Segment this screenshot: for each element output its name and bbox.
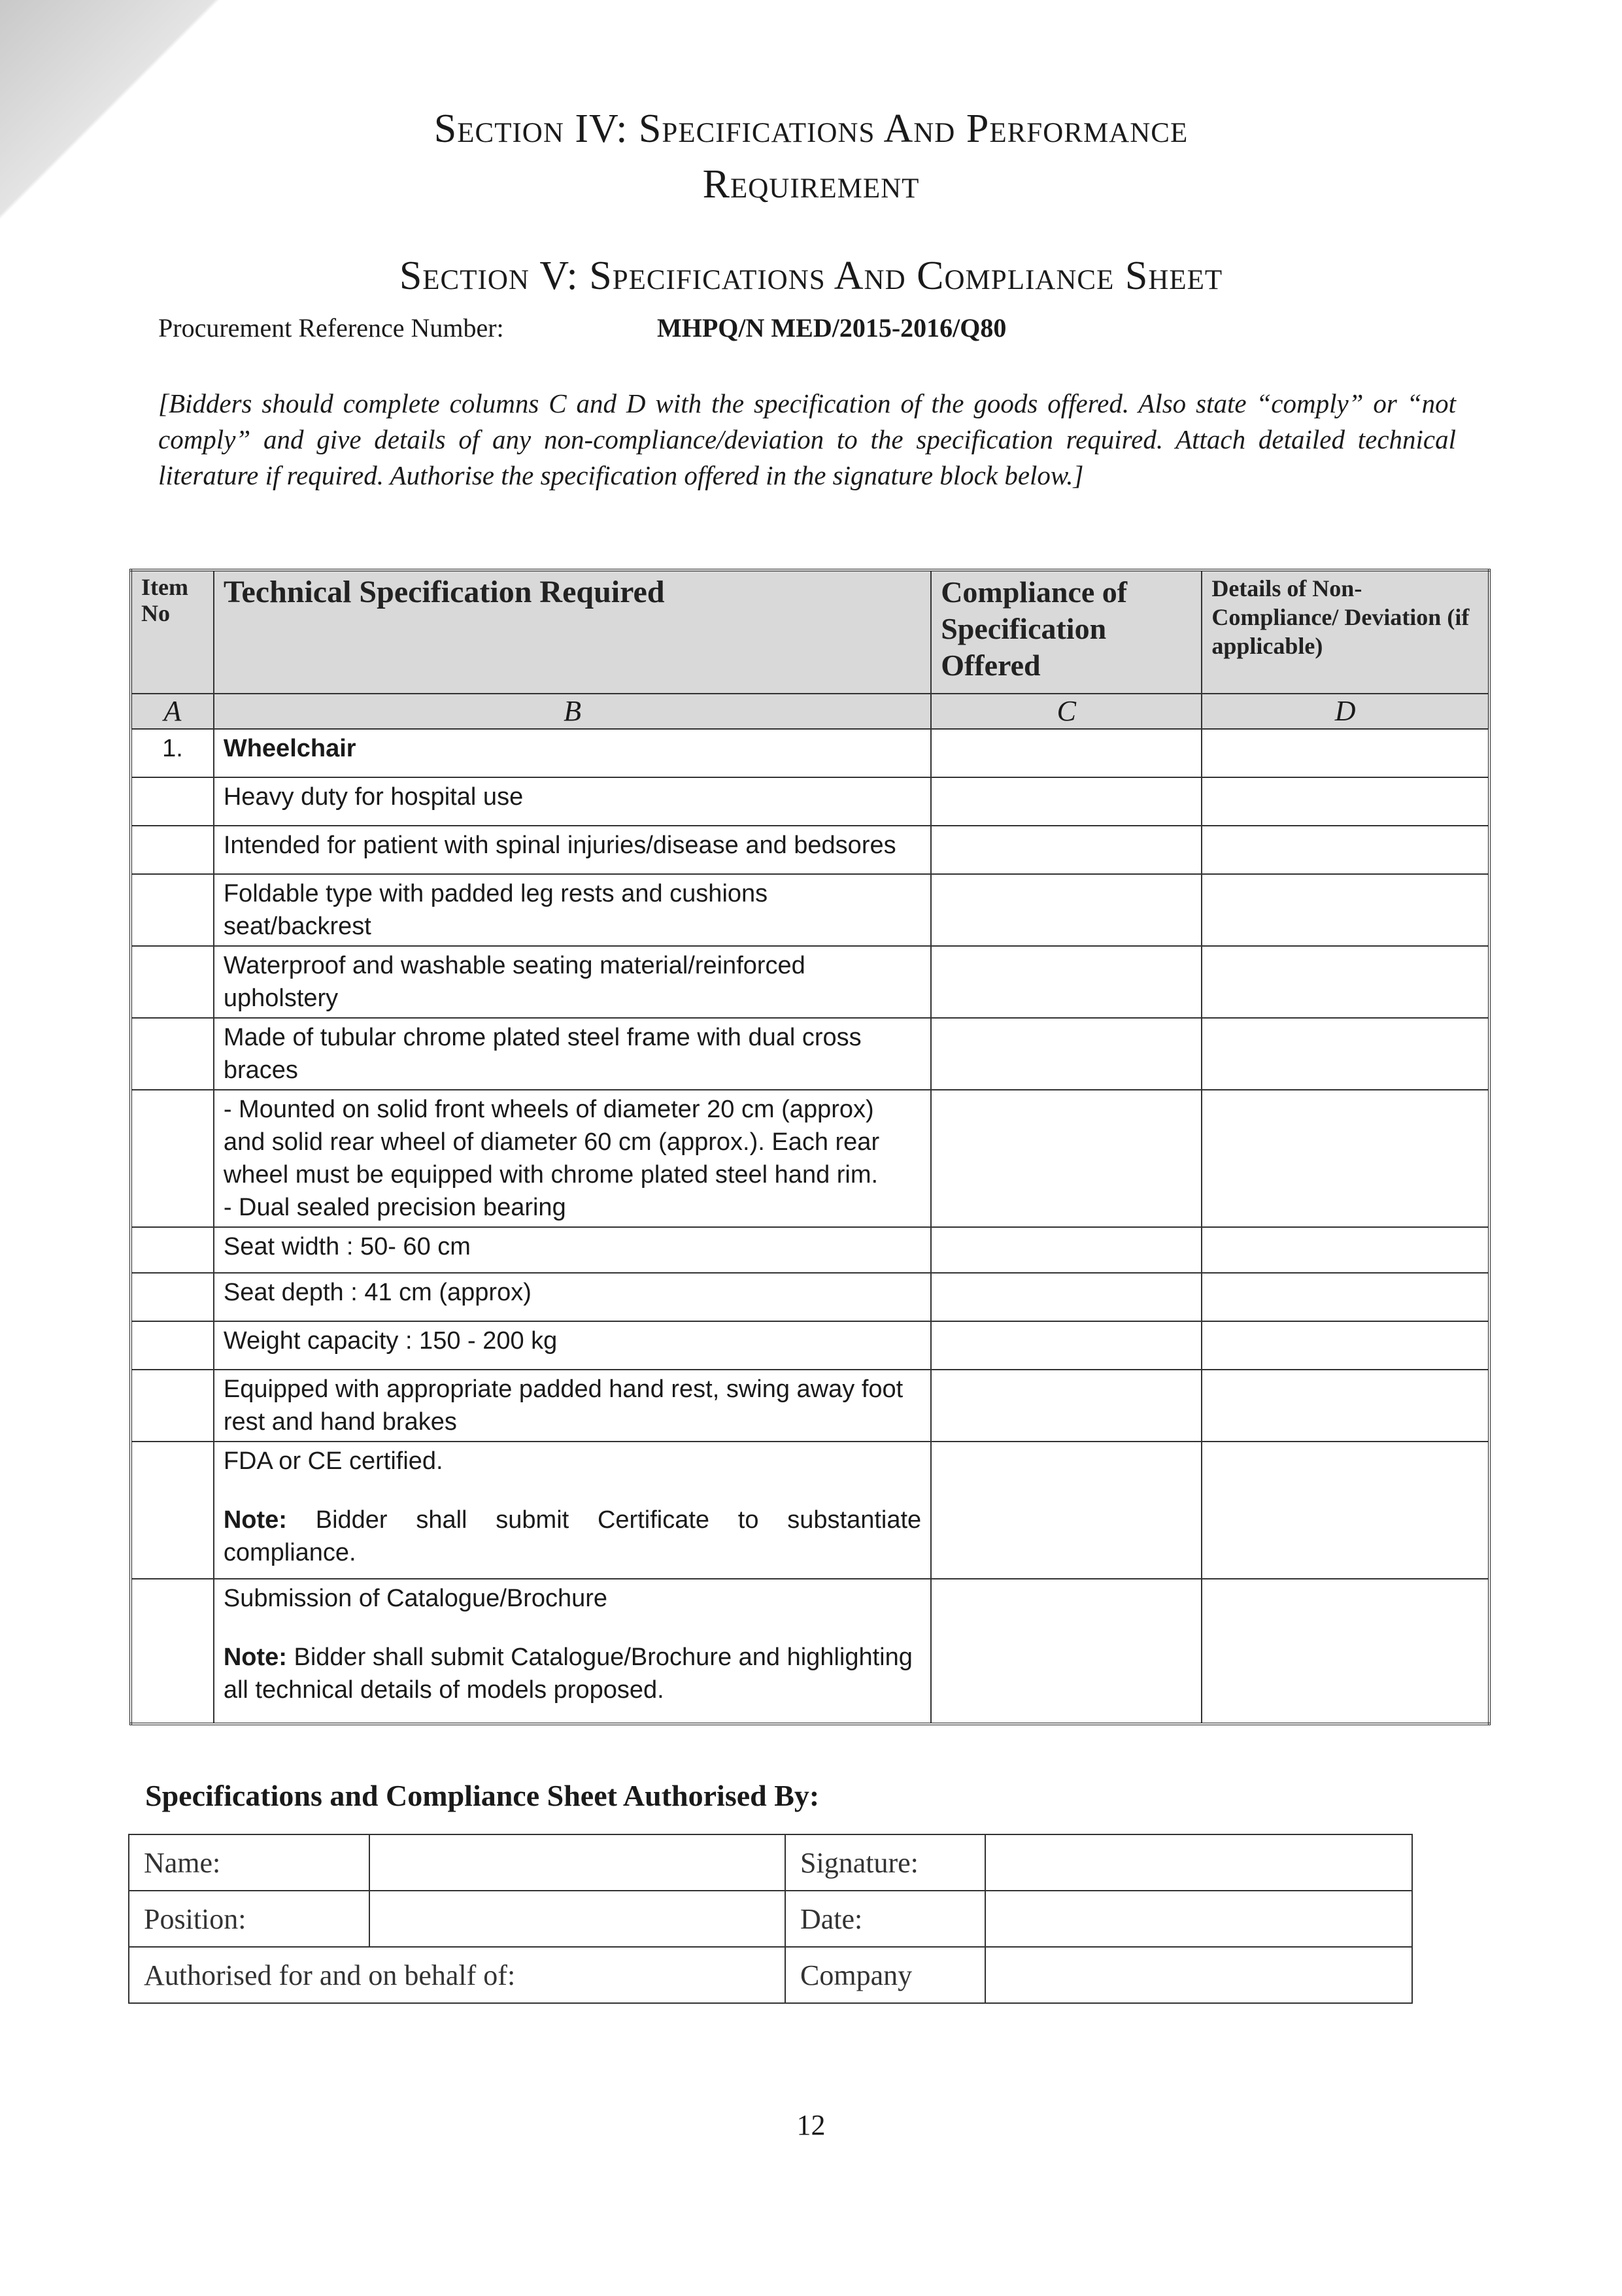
item-number — [131, 1273, 214, 1321]
position-label: Position: — [129, 1891, 369, 1947]
compliance-cell[interactable] — [931, 826, 1202, 874]
item-number — [131, 1321, 214, 1370]
specification-table — [129, 569, 1491, 1725]
compliance-cell[interactable] — [931, 1321, 1202, 1370]
compliance-cell[interactable] — [931, 1579, 1202, 1724]
item-number — [131, 946, 214, 1018]
spec-text: FDA or CE certified. — [223, 1447, 443, 1475]
deviation-cell[interactable] — [1202, 1442, 1489, 1579]
deviation-cell[interactable] — [1202, 1579, 1489, 1724]
position-field[interactable] — [369, 1891, 785, 1947]
signature-label: Signature: — [785, 1834, 985, 1891]
table-row — [131, 874, 1489, 946]
table-row — [131, 1227, 1489, 1273]
behalf-label: Authorised for and on behalf of: — [129, 1947, 785, 2003]
procurement-reference-label: Procurement Reference Number: — [158, 313, 504, 343]
table-row — [131, 729, 1489, 777]
compliance-cell[interactable] — [931, 1370, 1202, 1442]
column-letter-c: C — [931, 694, 1202, 729]
table-row — [131, 1370, 1489, 1442]
table-row — [131, 946, 1489, 1018]
deviation-cell[interactable] — [1202, 874, 1489, 946]
spec-text: Intended for patient with spinal injuries/disease and bedsores — [214, 826, 931, 874]
compliance-cell[interactable] — [931, 1442, 1202, 1579]
compliance-cell[interactable] — [931, 1227, 1202, 1273]
date-field[interactable] — [985, 1891, 1412, 1947]
item-number — [131, 1227, 214, 1273]
section-iv-title-line2: Requirement — [702, 162, 920, 207]
spec-text: Seat width : 50- 60 cm — [214, 1227, 931, 1273]
item-number — [131, 1370, 214, 1442]
spec-text-bearing: - Dual sealed precision bearing — [223, 1194, 566, 1221]
name-label: Name: — [129, 1834, 369, 1891]
header-compliance: Compliance of Specification Offered — [931, 570, 1202, 694]
procurement-reference-value: MHPQ/N MED/2015-2016/Q80 — [657, 313, 1007, 343]
header-item-no: Item No — [131, 570, 214, 694]
section-v-title: Section V: Specifications And Compliance Sheet — [399, 254, 1223, 298]
deviation-cell[interactable] — [1202, 1370, 1489, 1442]
bidder-instructions: [Bidders should complete columns C and D with the specification of the goods offered. Also state “comply” or “not comply” and give details of any non-compliance/deviation to the specification required. Attach detailed technical literature if required. Authorise the specification offered in the signature block below.] — [158, 388, 1456, 490]
spec-text: Heavy duty for hospital use — [214, 777, 931, 826]
item-number — [131, 1442, 214, 1579]
item-number — [131, 1579, 214, 1724]
spec-note — [224, 1504, 921, 1569]
spec-text: Wheelchair — [214, 729, 931, 777]
column-letter-a: A — [131, 694, 214, 729]
spec-text: Foldable type with padded leg rests and cushions seat/backrest — [214, 874, 931, 946]
deviation-cell[interactable] — [1202, 1321, 1489, 1370]
note-label: Note: — [223, 1506, 287, 1534]
table-header-row — [131, 570, 1489, 694]
note-label: Note: — [223, 1644, 287, 1671]
deviation-cell[interactable] — [1202, 1018, 1489, 1090]
note-text: Bidder shall submit Catalogue/Brochure and highlighting all technical details of models proposed. — [223, 1644, 913, 1704]
table-row — [131, 1321, 1489, 1370]
table-row — [131, 826, 1489, 874]
item-number: 1. — [131, 729, 214, 777]
table-row — [131, 1579, 1489, 1724]
spec-text: Seat depth : 41 cm (approx) — [214, 1273, 931, 1321]
date-label: Date: — [785, 1891, 985, 1947]
table-row — [131, 777, 1489, 826]
column-letter-row — [131, 694, 1489, 729]
deviation-cell[interactable] — [1202, 826, 1489, 874]
compliance-cell[interactable] — [931, 1018, 1202, 1090]
deviation-cell[interactable] — [1202, 1273, 1489, 1321]
compliance-cell[interactable] — [931, 946, 1202, 1018]
table-row — [131, 1273, 1489, 1321]
spec-cell — [214, 1579, 931, 1724]
spec-text: Submission of Catalogue/Brochure — [223, 1585, 608, 1612]
column-letter-b: B — [214, 694, 931, 729]
name-field[interactable] — [369, 1834, 785, 1891]
spec-cell — [214, 1442, 931, 1579]
header-technical-specification: Technical Specification Required — [214, 570, 931, 694]
compliance-cell[interactable] — [931, 777, 1202, 826]
auth-row-position — [129, 1891, 1412, 1947]
table-row — [131, 1090, 1489, 1227]
authorisation-heading: Specifications and Compliance Sheet Authorised By: — [145, 1779, 820, 1812]
compliance-cell[interactable] — [931, 1273, 1202, 1321]
deviation-cell[interactable] — [1202, 1227, 1489, 1273]
deviation-cell[interactable] — [1202, 777, 1489, 826]
table-row — [131, 1018, 1489, 1090]
compliance-cell[interactable] — [931, 874, 1202, 946]
auth-row-behalf — [129, 1947, 1412, 2003]
item-number — [131, 874, 214, 946]
spec-text: Equipped with appropriate padded hand rest, swing away foot rest and hand brakes — [214, 1370, 931, 1442]
signature-field[interactable] — [985, 1834, 1412, 1891]
authorisation-table — [128, 1834, 1413, 2004]
spec-text: Weight capacity : 150 - 200 kg — [214, 1321, 931, 1370]
page-number: 12 — [796, 2109, 826, 2141]
spec-note — [224, 1641, 921, 1706]
deviation-cell[interactable] — [1202, 729, 1489, 777]
note-text: Bidder shall submit Certificate to substantiate compliance. — [223, 1506, 922, 1566]
table-row — [131, 1442, 1489, 1579]
compliance-cell[interactable] — [931, 1090, 1202, 1227]
company-label: Company — [785, 1947, 985, 2003]
item-number — [131, 1018, 214, 1090]
auth-row-name — [129, 1834, 1412, 1891]
compliance-cell[interactable] — [931, 729, 1202, 777]
deviation-cell[interactable] — [1202, 1090, 1489, 1227]
spec-text: - Mounted on solid front wheels of diameter 20 cm (approx) and solid rear wheel of diameter 60 cm (approx.). Each rear wheel must be equipped with chrome plated steel hand rim. — [223, 1096, 880, 1189]
item-number — [131, 777, 214, 826]
item-number — [131, 1090, 214, 1227]
item-number — [131, 826, 214, 874]
column-letter-d: D — [1202, 694, 1489, 729]
section-iv-title-line1: Section IV: Specifications And Performance — [433, 107, 1189, 151]
spec-text: Made of tubular chrome plated steel frame with dual cross braces — [214, 1018, 931, 1090]
header-details: Details of Non-Compliance/ Deviation (if applicable) — [1202, 570, 1489, 694]
deviation-cell[interactable] — [1202, 946, 1489, 1018]
company-field[interactable] — [985, 1947, 1412, 2003]
spec-cell — [214, 1090, 931, 1227]
spec-text: Waterproof and washable seating material/reinforced upholstery — [214, 946, 931, 1018]
